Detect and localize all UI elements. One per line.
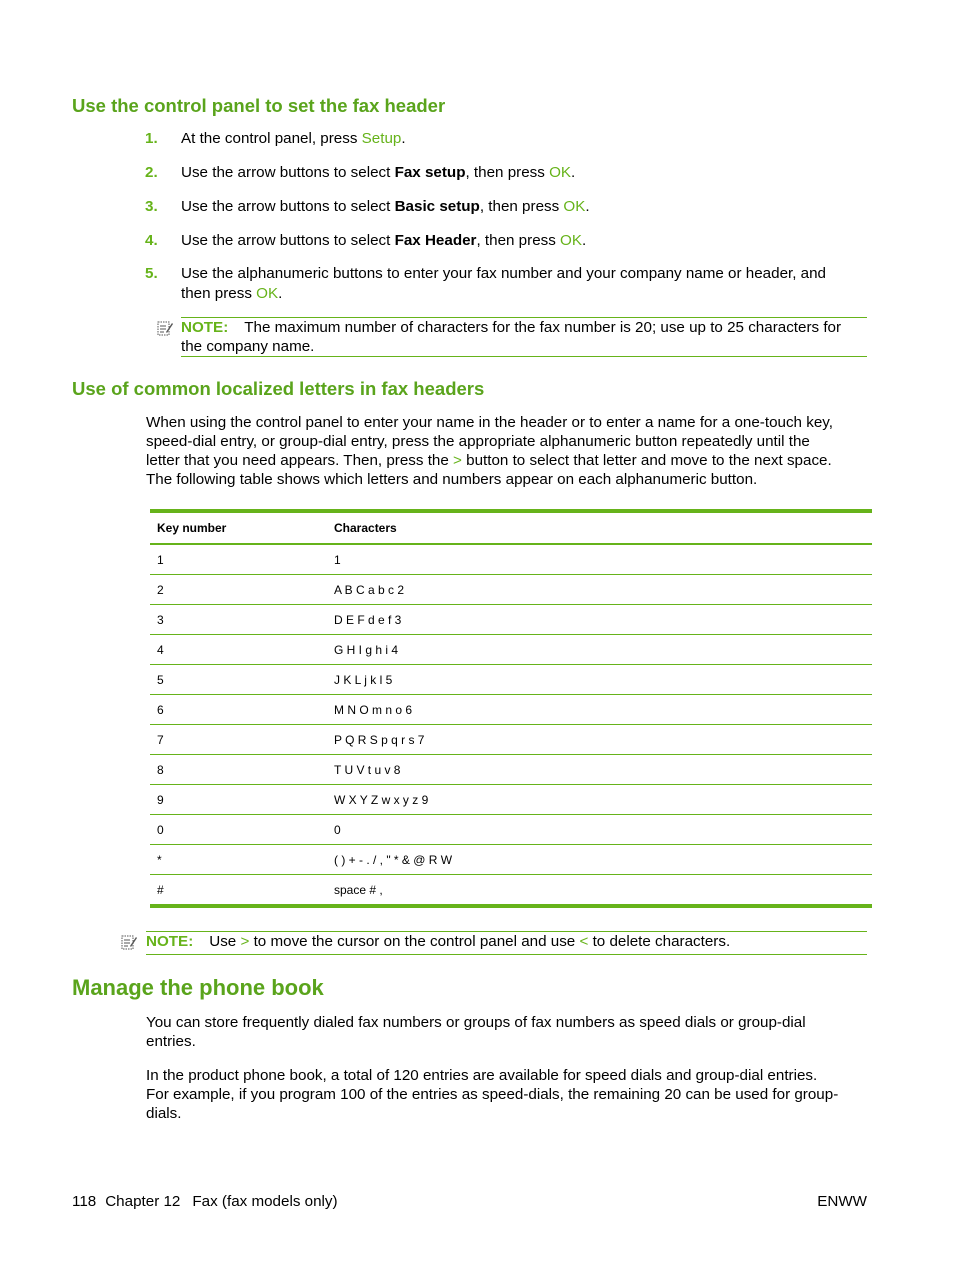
characters-cell: T U V t u v 8 [327, 755, 872, 785]
chapter-label: Chapter 12 [105, 1193, 181, 1210]
ok-key: OK [549, 164, 572, 181]
key-number-cell: 8 [150, 755, 327, 785]
characters-cell: W X Y Z w x y z 9 [327, 785, 872, 815]
paragraph-line: speed-dial entry, or group-dial entry, press the appropriate alphanumeric button repeatedly until the [146, 433, 810, 450]
characters-cell: space # , [334, 882, 383, 897]
key-number-cell: 7 [150, 725, 327, 755]
note-label: NOTE: [146, 933, 194, 950]
step-number: 3. [145, 198, 158, 215]
key-number-cell: 5 [150, 665, 327, 695]
characters-cell: 0 [327, 815, 872, 845]
key-number-cell: 1 [150, 544, 327, 575]
table-row [150, 575, 872, 605]
ok-key: OK [256, 285, 279, 302]
next-key: > [453, 452, 462, 469]
paragraph-line: dials. [146, 1105, 182, 1122]
characters-cell: ( ) + - . / , " * & @ R W [327, 845, 872, 875]
note-icon [121, 934, 137, 950]
step-text: Use the arrow buttons to select Fax setup, then press OK. [181, 164, 576, 181]
step-text-line2: then press OK. [181, 285, 283, 302]
key-number-cell: * [150, 845, 327, 875]
next-key: > [240, 933, 250, 950]
characters-cell: G H I g h i 4 [327, 635, 872, 665]
table-row [150, 665, 872, 695]
table-row [150, 544, 872, 575]
characters-cell: 1 [327, 544, 872, 575]
characters-cell: P Q R S p q r s 7 [327, 725, 872, 755]
table-header-row [150, 511, 872, 544]
table-row [150, 785, 872, 815]
table-row [150, 845, 872, 875]
characters-cell: J K L j k l 5 [327, 665, 872, 695]
characters-cell: M N O m n o 6 [327, 695, 872, 725]
setup-key: Setup [361, 130, 402, 147]
key-number-cell: 9 [150, 785, 327, 815]
note-label: NOTE: [181, 319, 229, 336]
paragraph-line: letter that you need appears. Then, press the > button to select that letter and move to the next space. [146, 452, 832, 469]
step-text: Use the arrow buttons to select Fax Header, then press OK. [181, 232, 587, 249]
key-characters-table [150, 509, 872, 908]
note-text-line2: the company name. [181, 338, 315, 355]
column-header-key-number: Key number [150, 511, 327, 544]
section-heading-phone-book: Manage the phone book [72, 975, 324, 1000]
step-number: 2. [145, 164, 158, 181]
ok-key: OK [563, 198, 586, 215]
characters-cell: D E F d e f 3 [327, 605, 872, 635]
key-number-cell: 3 [150, 605, 327, 635]
table-row [150, 755, 872, 785]
section-heading-fax-header: Use the control panel to set the fax header [72, 95, 446, 116]
table-row [150, 875, 872, 907]
chapter-title: Fax (fax models only) [192, 1193, 338, 1210]
step-number: 1. [145, 130, 158, 147]
key-number-cell: 0 [150, 815, 327, 845]
table-row [150, 695, 872, 725]
step-number: 5. [145, 265, 158, 282]
step-text-line1: Use the alphanumeric buttons to enter your fax number and your company name or header, and [181, 265, 827, 282]
section-heading-localized-letters: Use of common localized letters in fax headers [72, 378, 485, 399]
paragraph-line: entries. [146, 1033, 196, 1050]
paragraph-line: In the product phone book, a total of 120 entries are available for speed dials and group-dial entries. [146, 1067, 818, 1084]
characters-cell: A B C a b c 2 [327, 575, 872, 605]
column-header-characters: Characters [327, 511, 872, 544]
page-footer-left [72, 1193, 338, 1210]
step-number: 4. [145, 232, 158, 249]
table-row [150, 635, 872, 665]
paragraph-line: The following table shows which letters and numbers appear on each alphanumeric button. [146, 471, 758, 488]
table-row [150, 725, 872, 755]
step-text: Use the arrow buttons to select Basic setup, then press OK. [181, 198, 590, 215]
note-icon [157, 320, 173, 336]
paragraph-line: When using the control panel to enter your name in the header or to enter a name for a one-touch key, [146, 414, 833, 431]
note-text: NOTE: Use > to move the cursor on the control panel and use < to delete characters. [146, 933, 731, 950]
step-text: At the control panel, press Setup. [181, 130, 406, 147]
page-number: 118 [72, 1193, 97, 1210]
ok-key: OK [560, 232, 582, 249]
key-number-cell: 4 [150, 635, 327, 665]
table-row [150, 815, 872, 845]
note-text-line1: NOTE: The maximum number of characters for the fax number is 20; use up to 25 characters for [181, 319, 842, 336]
paragraph-line: For example, if you program 100 of the entries as speed-dials, the remaining 20 can be used for group- [146, 1086, 839, 1103]
table-row [150, 605, 872, 635]
paragraph-line: You can store frequently dialed fax numbers or groups of fax numbers as speed dials or group-dial [146, 1014, 806, 1031]
key-number-cell: 2 [150, 575, 327, 605]
page-footer-right: ENWW [817, 1193, 867, 1210]
key-number-cell: # [157, 882, 164, 897]
back-key: < [579, 933, 589, 950]
key-number-cell: 6 [150, 695, 327, 725]
